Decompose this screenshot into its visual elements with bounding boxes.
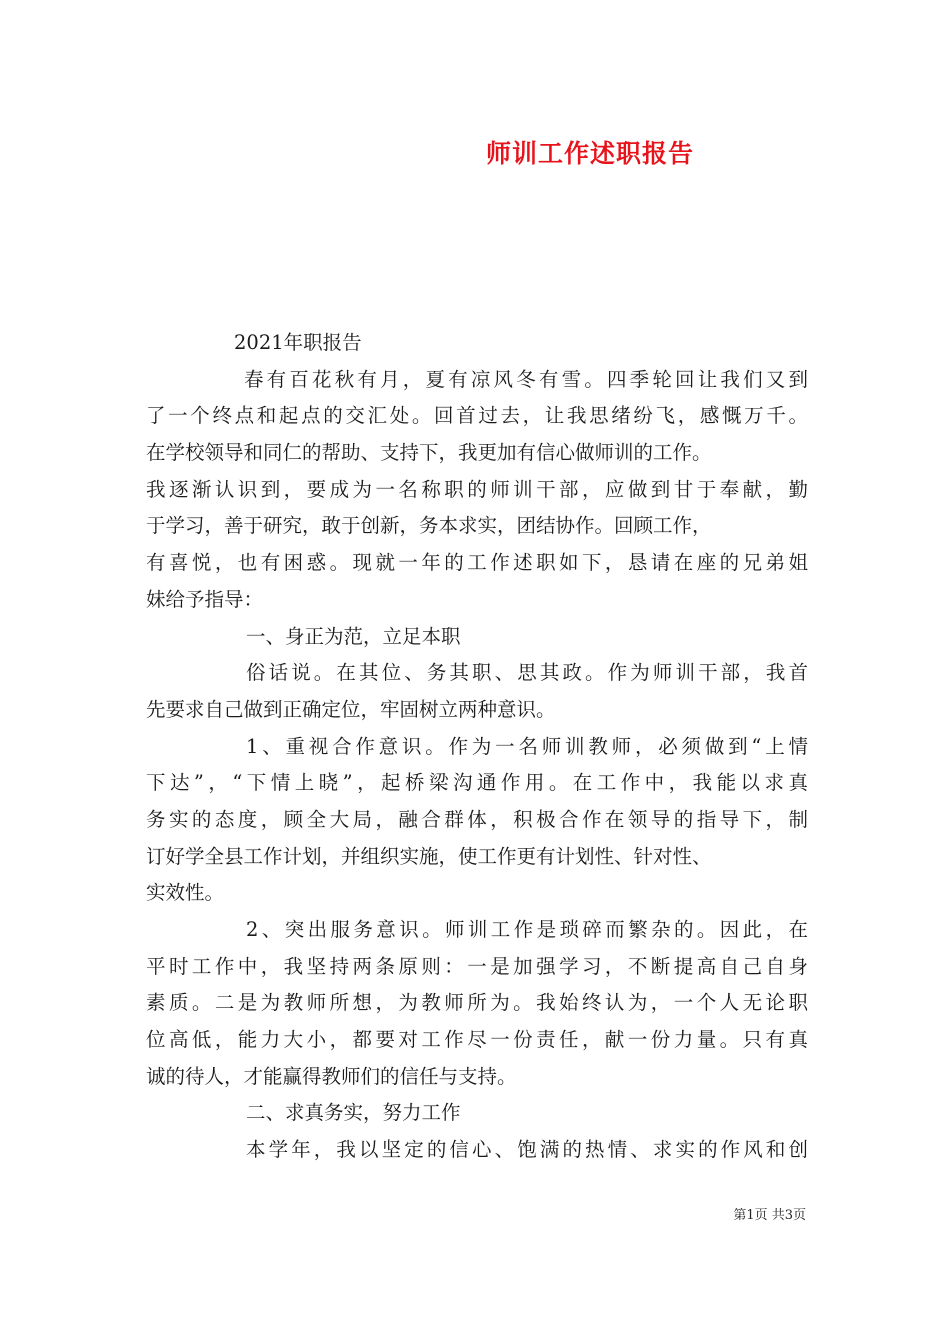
body-line: 我逐渐认识到，要成为一名称职的师训干部，应做到甘于奉献，勤 [146, 477, 808, 501]
body-line: 2021年职报告 [234, 331, 362, 354]
body-line: 务实的态度，顾全大局，融合群体，积极合作在领导的指导下，制 [146, 807, 808, 831]
body-line: 订好学全县工作计划，并组织实施，使工作更有计划性、针对性、 [146, 844, 712, 868]
body-line: 有喜悦，也有困惑。现就一年的工作述职如下，恳请在座的兄弟姐 [146, 551, 808, 575]
body-line: 平时工作中，我坚持两条原则：一是加强学习，不断提高自己自身 [146, 954, 808, 978]
body-line: 本学年，我以坚定的信心、饱满的热情、求实的作风和创 [246, 1138, 808, 1162]
body-line: 1、重视合作意识。作为一名师训教师，必须做到“上情 [246, 734, 808, 758]
body-line: 下达”，“下情上晓”，起桥梁沟通作用。在工作中，我能以求真 [146, 771, 808, 795]
body-line: 素质。二是为教师所想，为教师所为。我始终认为，一个人无论职 [146, 991, 808, 1015]
body-line: 2、突出服务意识。师训工作是琐碎而繁杂的。因此，在 [246, 918, 808, 941]
body-line: 二、求真务实，努力工作 [246, 1101, 461, 1125]
body-line: 俗话说。在其位、务其职、思其政。作为师训干部，我首 [246, 661, 808, 685]
body-line: 实效性。 [146, 881, 225, 905]
body-line: 在学校领导和同仁的帮助、支持下，我更加有信心做师训的工作。 [146, 441, 712, 465]
body-line: 春有百花秋有月，夏有凉风冬有雪。四季轮回让我们又到 [244, 367, 808, 391]
page-number-footer: 第1页 共3页 [733, 1208, 806, 1223]
document-body [146, 325, 808, 1169]
body-line: 妹给予指导： [146, 587, 264, 611]
body-line: 于学习，善于研究，敢于创新，务本求实，团结协作。回顾工作， [146, 514, 712, 538]
body-line: 一、身正为范，立足本职 [246, 624, 461, 648]
body-line: 诚的待人，才能赢得教师们的信任与支持。 [146, 1064, 517, 1088]
body-line: 位高低，能力大小，都要对工作尽一份责任，献一份力量。只有真 [146, 1028, 808, 1052]
document-title: 师训工作述职报告 [485, 139, 694, 168]
body-line: 先要求自己做到正确定位，牢固树立两种意识。 [146, 697, 556, 721]
document-title-wrap [0, 134, 950, 170]
body-line: 了一个终点和起点的交汇处。回首过去，让我思绪纷飞，感慨万千。 [146, 404, 808, 428]
